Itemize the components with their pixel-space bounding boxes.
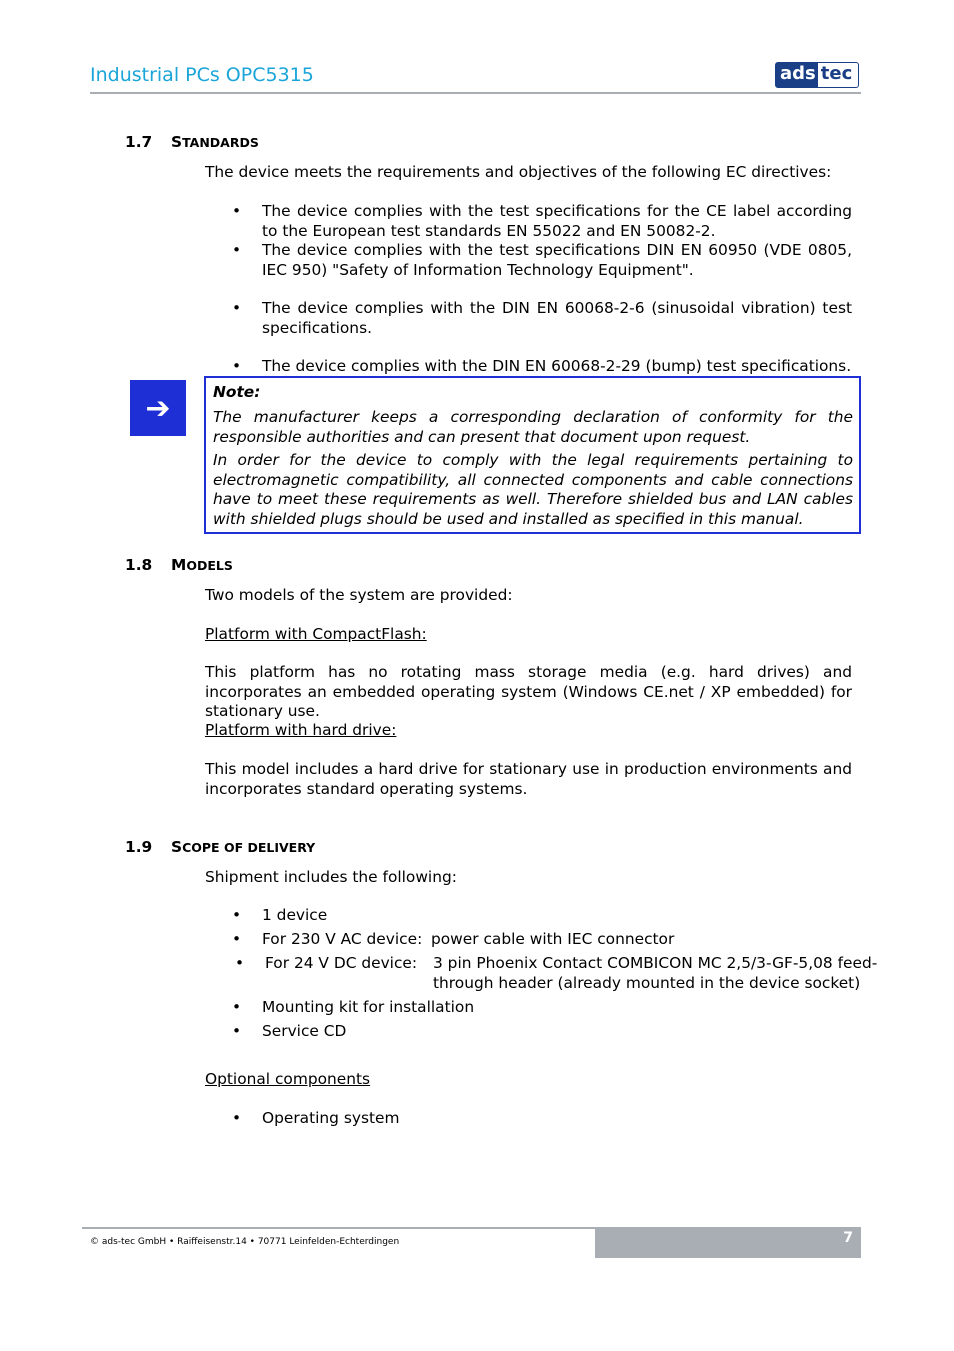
compactflash-text: This platform has no rotating mass storage media (e.g. hard drives) and incorporates an embedded operating system (Windows CE.net / XP embedded) for stationary use. xyxy=(205,663,852,720)
standards-intro: The device meets the requirements and objectives of the following EC directives: xyxy=(205,163,832,181)
section-number: 1.8 xyxy=(125,556,153,574)
list-item: • The device complies with the test specifications DIN EN 60950 (VDE 0805, IEC 950) "Safety of Information Technology Equipment". xyxy=(232,241,852,279)
note-paragraph-2: In order for the device to comply with the legal requirements pertaining to electromagnetic compatibility, all connected components and cable connections have to meet these requirements as well. Therefore shielded bus and LAN cables with shielded plugs should be used and installed as specified in this manual. xyxy=(213,451,853,528)
section-title-initial: S xyxy=(171,133,183,151)
section-title-rest: ODELS xyxy=(186,558,233,573)
ads-tec-logo xyxy=(775,62,859,88)
section-heading-standards xyxy=(125,133,259,151)
bullet-icon: • xyxy=(235,954,245,972)
section-title-initial: S xyxy=(171,838,183,856)
compactflash-heading: Platform with CompactFlash: xyxy=(205,625,427,643)
logo-left: ads xyxy=(776,63,818,87)
section-title-initial: M xyxy=(171,556,187,574)
footer-rule xyxy=(82,1227,596,1229)
bullet-icon: • xyxy=(232,998,242,1016)
bullet-icon: • xyxy=(232,1022,242,1040)
bullet-icon: • xyxy=(232,299,242,317)
section-heading-models xyxy=(125,556,233,574)
scope-intro: Shipment includes the following: xyxy=(205,868,457,886)
section-number: 1.7 xyxy=(125,133,153,151)
bullet-icon: • xyxy=(232,202,242,220)
page-number: 7 xyxy=(843,1230,853,1246)
header-rule xyxy=(90,92,861,94)
section-heading-scope xyxy=(125,838,315,856)
bullet-icon: • xyxy=(232,1109,242,1127)
models-intro: Two models of the system are provided: xyxy=(205,586,513,604)
section-number: 1.9 xyxy=(125,838,153,856)
bullet-icon: • xyxy=(232,930,242,948)
section-title-rest: COPE OF DELIVERY xyxy=(182,840,316,855)
list-item: • The device complies with the DIN EN 60068-2-6 (sinusoidal vibration) test specifications. xyxy=(232,299,852,337)
standards-list-3 xyxy=(232,357,852,377)
optional-components-heading: Optional components xyxy=(205,1070,371,1088)
logo-right: tec xyxy=(818,63,858,87)
list-item: • The device complies with the DIN EN 60068-2-29 (bump) test specifications. xyxy=(232,357,852,375)
arrow-right-icon: ➔ xyxy=(130,380,186,436)
page-number-box xyxy=(595,1227,861,1258)
section-title-rest: TANDARDS xyxy=(182,135,259,150)
note-paragraph-1: The manufacturer keeps a corresponding declaration of conformity for the responsible authorities and can present that document upon request. xyxy=(213,408,853,446)
list-item: • The device complies with the test specifications for the CE label according to the European test standards EN 55022 and EN 50082-2. xyxy=(232,202,852,240)
hard-drive-text: This model includes a hard drive for stationary use in production environments and incorporates standard operating systems. xyxy=(205,760,852,798)
standards-list-2 xyxy=(232,299,852,338)
footer-text: © ads-tec GmbH • Raiffeisenstr.14 • 70771 Leinfelden-Echterdingen xyxy=(90,1237,400,1247)
hard-drive-heading: Platform with hard drive: xyxy=(205,721,397,739)
header-title: Industrial PCs OPC5315 xyxy=(90,64,314,86)
bullet-icon: • xyxy=(232,357,242,375)
note-title: Note: xyxy=(213,383,261,401)
bullet-icon: • xyxy=(232,906,242,924)
bullet-icon: • xyxy=(232,241,242,259)
standards-list xyxy=(232,202,852,280)
